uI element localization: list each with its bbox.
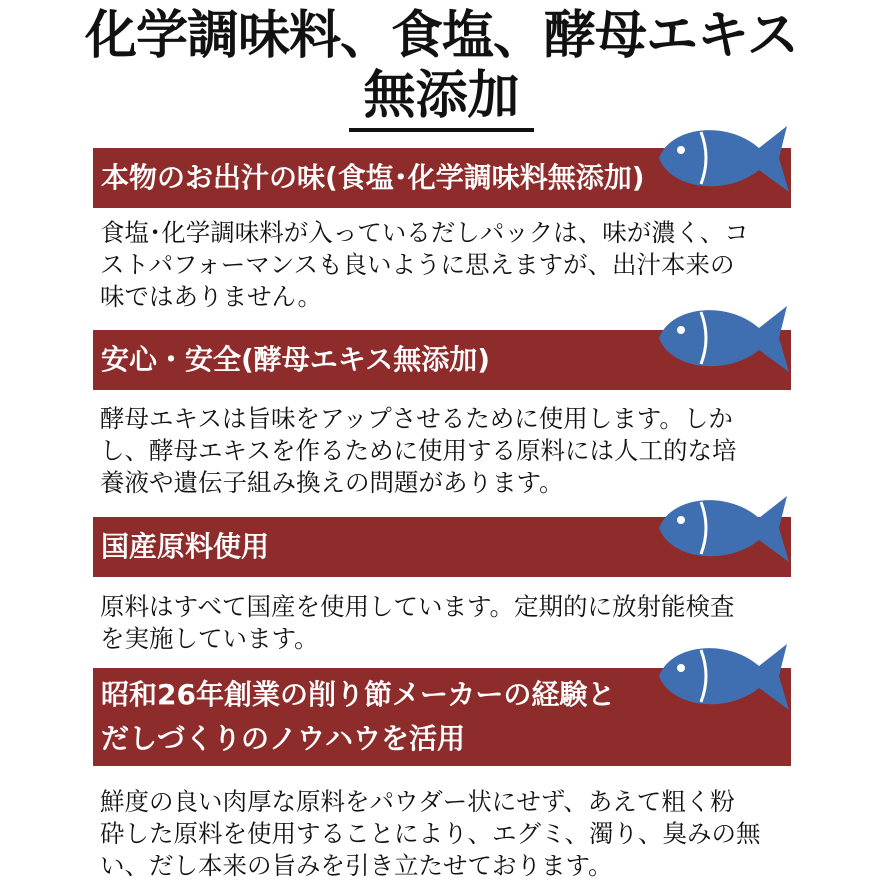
title-mutenka: 無添加: [349, 66, 533, 132]
section-3-line: 原料はすべて国産を使用しています。定期的に放射能検査: [100, 592, 735, 621]
section-2-line: 酵母エキスは旨味をアップさせるために使用します。しか: [100, 404, 733, 433]
section-1-line: 食塩･化学調味料が入っているだしパックは、味が濃く、コ: [100, 218, 749, 247]
fish-icon: [655, 636, 793, 716]
section-4-line: い、だし本来の旨みを引き立たせております。: [100, 851, 613, 880]
fish-icon: [655, 118, 793, 198]
section-4-line: 砕した原料を使用することにより、エグミ、濁り、臭みの無: [100, 819, 761, 848]
title-line-1: 化学調味料、食塩、酵母エキス: [85, 5, 798, 66]
section-4-line: 鮮度の良い肉厚な原料をパウダー状にせず、あえて粗く粉: [100, 787, 735, 816]
section-1-heading: 本物のお出汁の味(食塩･化学調味料無添加): [101, 161, 645, 194]
section-3-line: を実施しています。: [100, 624, 319, 653]
section-2-line: 養液や遺伝子組み換えの問題があります。: [100, 468, 564, 497]
section-2-line: し、酵母エキスを作るために使用する原料には人工的な培: [100, 436, 737, 465]
section-2-body: [100, 403, 790, 499]
section-3-heading: 国産原料使用: [101, 530, 270, 563]
section-4-heading-line-2: だしづくりのノウハウを活用: [101, 722, 466, 755]
section-4-body: [100, 786, 790, 882]
section-4-heading-line-1: 昭和26年創業の削り節メーカーの経験と: [101, 678, 616, 711]
section-2-heading: 安心・安全(酵母エキス無添加): [101, 343, 491, 376]
fish-icon: [655, 488, 793, 568]
section-1-line: ストパフォーマンスも良いように思えますが、出汁本来の: [100, 250, 735, 279]
section-1-line: 味ではありません。: [100, 282, 322, 311]
fish-icon: [655, 298, 793, 378]
